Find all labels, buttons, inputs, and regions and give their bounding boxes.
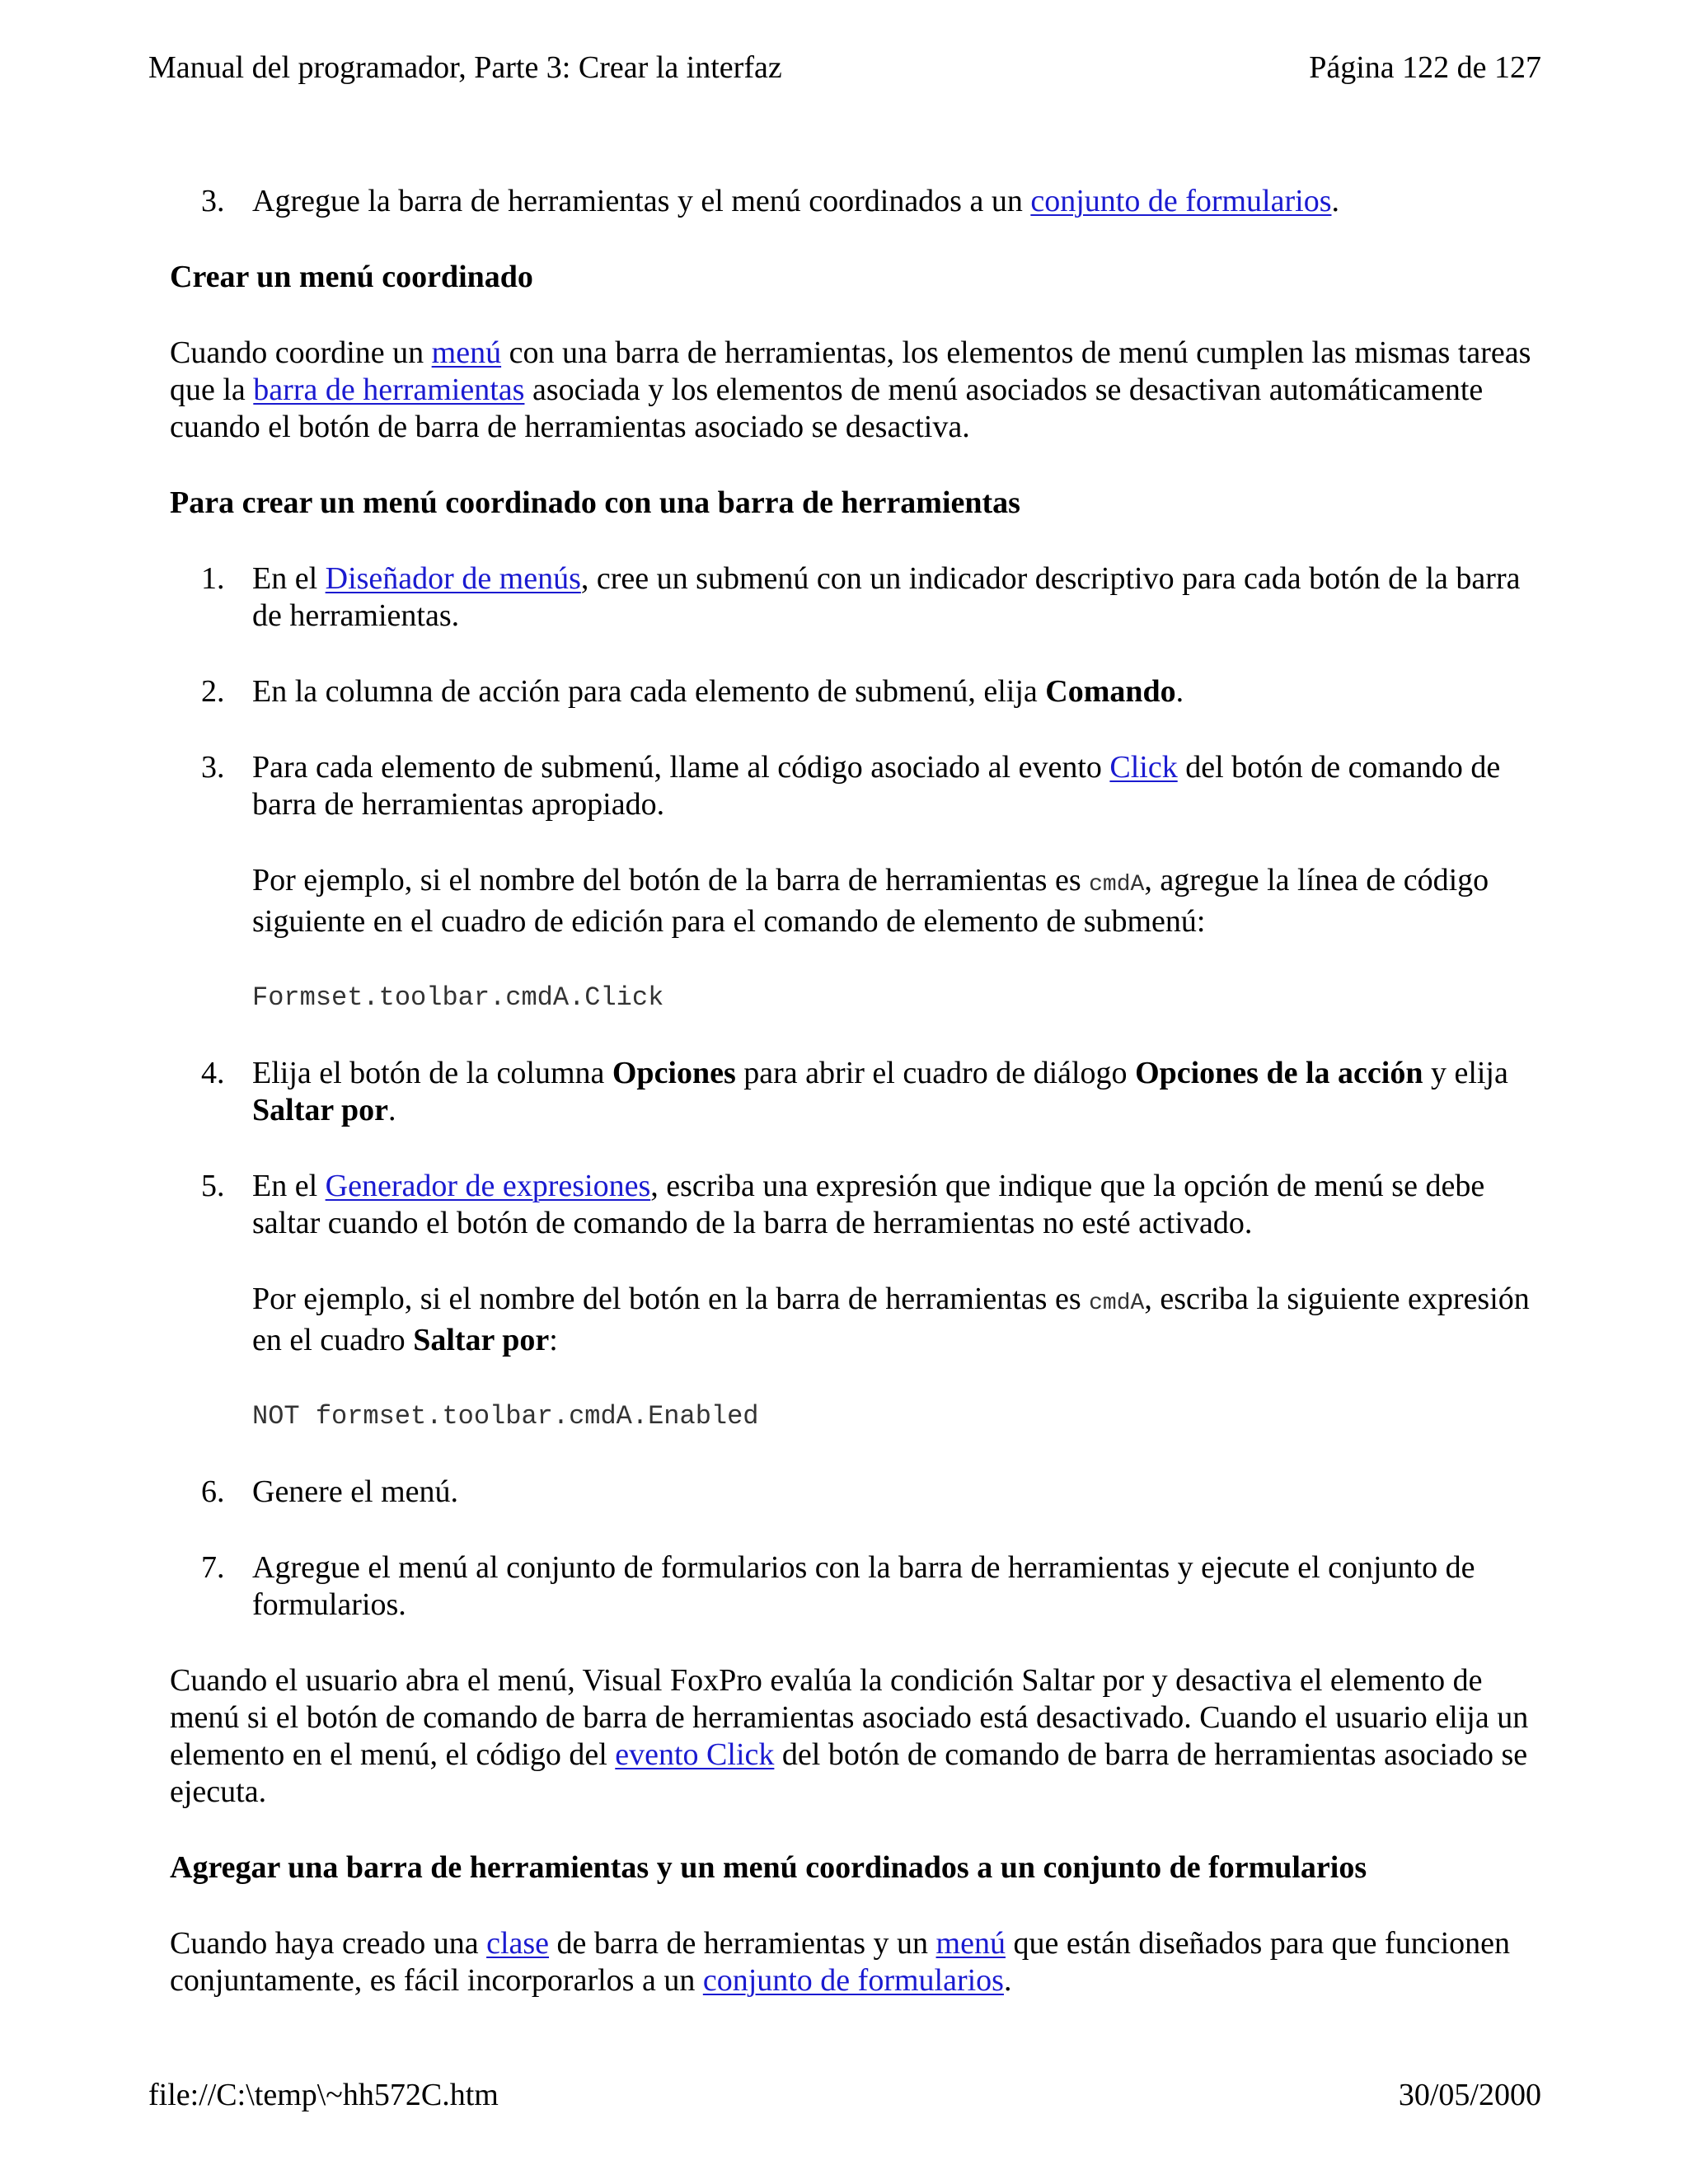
text-run: , escriba la siguiente expresión en el cuadro bbox=[252, 1282, 1530, 1357]
list-number: 2. bbox=[201, 674, 225, 709]
code-example: NOT formset.toolbar.cmdA.Enabled bbox=[252, 1401, 759, 1432]
header-title: Manual del programador, Parte 3: Crear la interfaz bbox=[148, 50, 782, 85]
link-evento-click[interactable]: evento Click bbox=[615, 1737, 775, 1772]
list-item-step-6 bbox=[170, 1474, 1538, 1511]
example-paragraph bbox=[252, 1281, 1538, 1359]
list-number: 6. bbox=[201, 1474, 225, 1509]
code-example: Formset.toolbar.cmdA.Click bbox=[252, 982, 664, 1013]
list-number: 3. bbox=[201, 750, 225, 785]
bold-term: Opciones bbox=[612, 1056, 736, 1090]
list-text: Genere el menú. bbox=[252, 1474, 459, 1509]
text-run: para abrir el cuadro de diálogo bbox=[735, 1056, 1136, 1090]
text-run: , cree un submenú con un indicador descriptivo para cada botón de la barra de herramientas. bbox=[252, 561, 1521, 633]
example-paragraph bbox=[252, 862, 1538, 940]
list-item-step-3 bbox=[170, 749, 1538, 1016]
text-run: del botón de comando de barra de herramientas asociado se ejecuta. bbox=[170, 1737, 1528, 1809]
list-number: 1. bbox=[201, 561, 225, 596]
list-text: . bbox=[1331, 184, 1339, 218]
link-clase[interactable]: clase bbox=[486, 1926, 550, 1961]
list-item-step-2 bbox=[170, 673, 1538, 710]
list-item-step-5 bbox=[170, 1168, 1538, 1435]
inline-code: cmdA bbox=[1089, 872, 1145, 898]
text-run: . bbox=[1003, 1963, 1012, 1998]
footer-date: 30/05/2000 bbox=[1398, 2078, 1541, 2112]
list-item-step-4 bbox=[170, 1055, 1538, 1129]
link-disenador-de-menus[interactable]: Diseñador de menús bbox=[325, 561, 581, 596]
section-heading-crear-menu: Crear un menú coordinado bbox=[170, 260, 533, 294]
text-run: En el bbox=[252, 561, 326, 596]
text-run: de barra de herramientas y un bbox=[549, 1926, 936, 1961]
text-run: Cuando el usuario abra el menú, Visual FoxPro evalúa la condición Saltar por y desactiva el elemento de menú si el botón de comando de barra de herramientas asociado está desactivado. Cuando el usuario elija un elemento en el menú, el código del bbox=[170, 1663, 1529, 1772]
bold-term: Comando bbox=[1045, 674, 1176, 709]
link-conjunto-de-formularios-2[interactable]: conjunto de formularios bbox=[702, 1963, 1004, 1998]
text-run: . bbox=[1175, 674, 1184, 709]
text-run: del botón de comando de barra de herramientas apropiado. bbox=[252, 750, 1501, 822]
text-run: Elija el botón de la columna bbox=[252, 1056, 612, 1090]
list-text: Agregue el menú al conjunto de formularios con la barra de herramientas y ejecute el conjunto de formularios. bbox=[252, 1550, 1475, 1622]
bold-term: Saltar por bbox=[413, 1323, 550, 1357]
document-body bbox=[170, 183, 1538, 2038]
text-run: , escriba una expresión que indique que la opción de menú se debe saltar cuando el botón de comando de la barra de herramientas no esté activado. bbox=[252, 1169, 1485, 1240]
text-run: Por ejemplo, si el nombre del botón de la barra de herramientas es bbox=[252, 863, 1090, 898]
text-run: Cuando haya creado una bbox=[170, 1926, 487, 1961]
text-run: con una barra de herramientas, los elementos de menú cumplen las mismas tareas que la bbox=[170, 335, 1531, 407]
inline-code: cmdA bbox=[1089, 1291, 1145, 1316]
text-run: : bbox=[549, 1323, 558, 1357]
list-text: Agregue la barra de herramientas y el menú coordinados a un bbox=[252, 184, 1031, 218]
text-run: asociada y los elementos de menú asociados se desactivan automáticamente cuando el botón de barra de herramientas asociado se desactiva. bbox=[170, 373, 1484, 444]
list-number: 5. bbox=[201, 1169, 225, 1203]
paragraph-result bbox=[170, 1662, 1538, 1811]
list-item-step-7 bbox=[170, 1549, 1538, 1624]
link-menu-2[interactable]: menú bbox=[935, 1926, 1006, 1961]
list-item-top-3 bbox=[170, 183, 1538, 220]
text-run: Cuando coordine un bbox=[170, 335, 432, 370]
header-page-number: Página 122 de 127 bbox=[1309, 50, 1541, 85]
list-item-step-1 bbox=[170, 560, 1538, 635]
link-click[interactable]: Click bbox=[1109, 750, 1178, 785]
link-generador-de-expresiones[interactable]: Generador de expresiones bbox=[325, 1169, 651, 1203]
text-run: Para cada elemento de submenú, llame al código asociado al evento bbox=[252, 750, 1110, 785]
text-run: . bbox=[388, 1093, 396, 1127]
text-run: que están diseñados para que funcionen conjuntamente, es fácil incorporarlos a un bbox=[170, 1926, 1510, 1998]
text-run: En la columna de acción para cada elemento de submenú, elija bbox=[252, 674, 1046, 709]
footer-file-path: file://C:\temp\~hh572C.htm bbox=[148, 2078, 499, 2112]
text-run: , agregue la línea de código siguiente en el cuadro de edición para el comando de elemento de submenú: bbox=[252, 863, 1489, 939]
link-barra-de-herramientas[interactable]: barra de herramientas bbox=[253, 373, 525, 407]
list-number: 3. bbox=[201, 184, 225, 218]
text-run: y elija bbox=[1423, 1056, 1508, 1090]
list-number: 4. bbox=[201, 1056, 225, 1090]
bold-term: Opciones de la acción bbox=[1135, 1056, 1423, 1090]
procedure-heading: Para crear un menú coordinado con una barra de herramientas bbox=[170, 485, 1020, 520]
paragraph-agregar bbox=[170, 1925, 1538, 1999]
section-heading-agregar: Agregar una barra de herramientas y un menú coordinados a un conjunto de formularios bbox=[170, 1850, 1367, 1885]
text-run: En el bbox=[252, 1169, 326, 1203]
text-run: Por ejemplo, si el nombre del botón en la barra de herramientas es bbox=[252, 1282, 1090, 1316]
paragraph-intro bbox=[170, 335, 1538, 446]
list-number: 7. bbox=[201, 1550, 225, 1585]
bold-term: Saltar por bbox=[252, 1093, 389, 1127]
link-conjunto-de-formularios[interactable]: conjunto de formularios bbox=[1030, 184, 1332, 218]
link-menu[interactable]: menú bbox=[431, 335, 502, 370]
